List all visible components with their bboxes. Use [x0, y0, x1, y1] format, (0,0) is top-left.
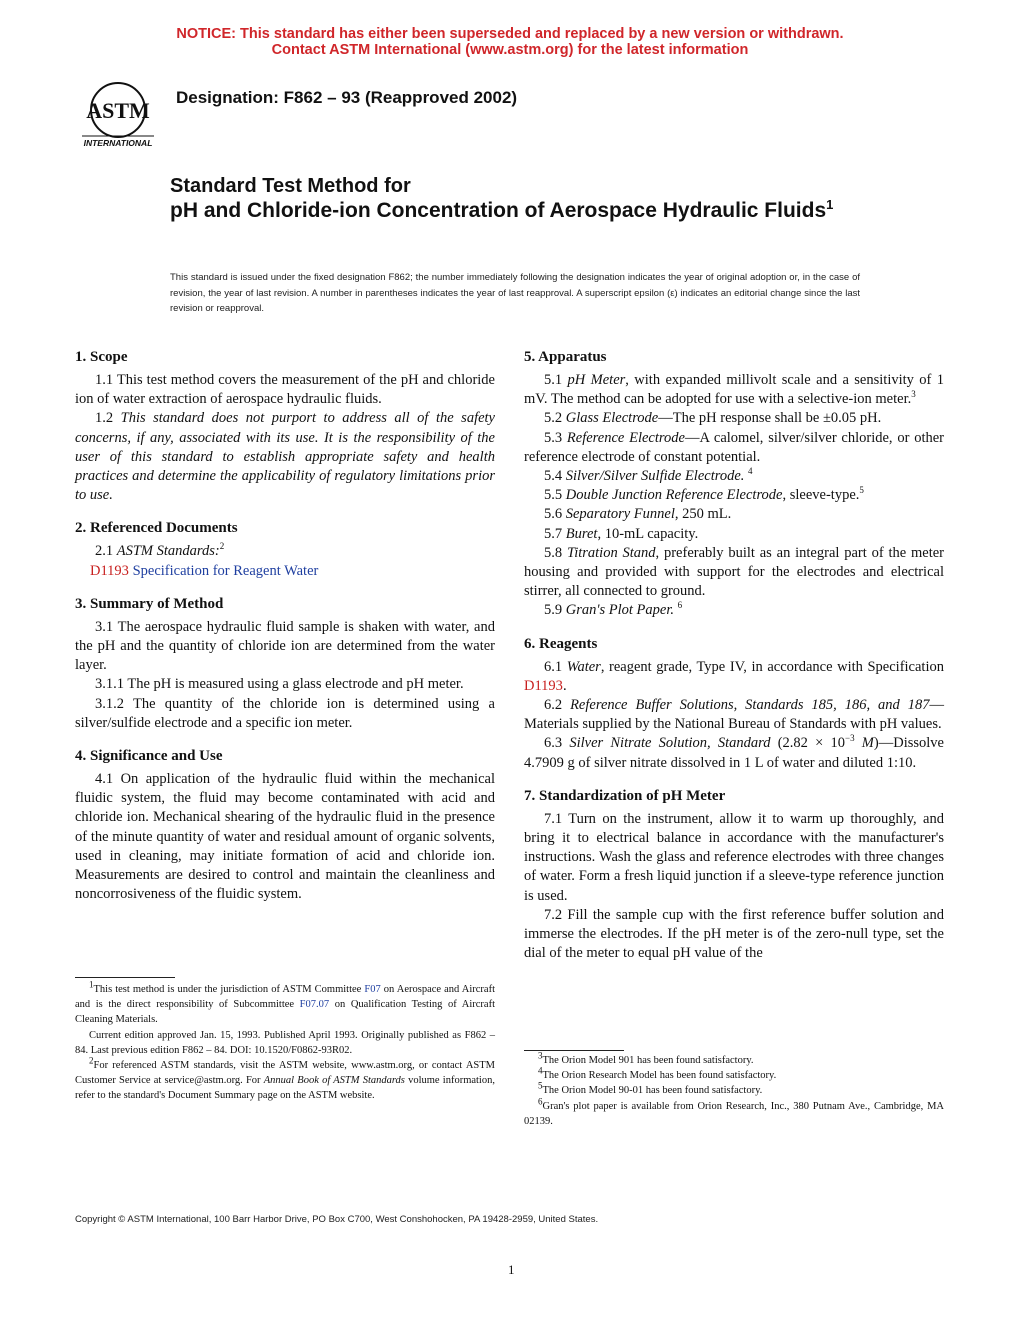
section-scope — [75, 347, 495, 505]
section-standardization — [524, 786, 944, 964]
standardization-p2: 7.2 Fill the sample cup with the first reference buffer solution and immerse the electrodes. If the pH meter is of the zero-null type, set the dial of the meter to equal pH value of the — [524, 906, 944, 962]
page-number: 1 — [508, 1262, 515, 1277]
apparatus-item: 5.7 Buret, 10-mL capacity. — [544, 525, 699, 542]
scope-p2: 1.2 This standard does not purport to address all of the safety concerns, if any, associated with its use. It is the responsibility of the user of this standard to establish appropriate safety and health practices and determine the applicability of regulatory limitations prior to use. — [75, 410, 495, 504]
scope-p1: 1.1 This test method covers the measurement of the pH and chloride ion of water extraction of aerospace hydraulic fluids. — [75, 372, 495, 408]
footnotes-right — [524, 1050, 944, 1129]
significance-heading: 4. Significance and Use — [75, 748, 223, 765]
astm-logo — [74, 76, 162, 150]
summary-p1: 3.1 The aerospace hydraulic fluid sample is shaken with water, and the pH and the quantity of chloride ion are determined from the water layer. — [75, 618, 495, 674]
apparatus-item: 5.4 Silver/Silver Sulfide Electrode. $^4$ — [544, 466, 753, 485]
footnote-3: $^3$The Orion Model 901 has been found satisfactory. — [538, 1050, 754, 1066]
logo-text: ASTM — [86, 98, 150, 123]
issued-note: This standard is issued under the fixed designation F862; the number immediately following the designation indicates the year of original adoption or, in the case of revision, the year of last revision. A number in parentheses indicates the year of last reapproval. A superscript epsilon (ε) indicates an editorial change since the last revision or reapproval. — [170, 272, 860, 314]
logo-subtext: INTERNATIONAL — [83, 138, 153, 148]
designation: Designation: F862 – 93 (Reapproved 2002) — [176, 88, 518, 107]
apparatus-heading: 5. Apparatus — [524, 349, 607, 365]
committee-f07-link[interactable]: F07 — [364, 984, 381, 995]
section-significance — [75, 746, 495, 904]
notice-line-1: NOTICE: This standard has either been superseded and replaced by a new version or withdrawn. — [176, 26, 844, 42]
footnote-4: $^4$The Orion Research Model has been found satisfactory. — [538, 1065, 777, 1082]
significance-p1: 4.1 On application of the hydraulic fluid within the mechanical fluidic system, the fluid may become contaminated with acid and chloride ion. Mechanical shearing of the hydraulic fluid in the presence of the minute quantity of water and residual amount of organic solvents, used in cleaning, may initiate formation of acid and chloride ion. Measurements are desired to control and maintain the cleanliness and noncorrosiveness of the fluidic system. — [75, 771, 495, 903]
footnote-2: $^2$For referenced ASTM standards, visit the ASTM website, www.astm.org, or contact ASTM Customer Service at service@astm.org. For Annual Book of ASTM Standards volume information, refer to the standard's Document Summary page on the ASTM website. — [75, 1055, 495, 1102]
section-reagents — [524, 634, 944, 773]
title-line-1: Standard Test Method for — [170, 175, 411, 197]
ref-d1193-link[interactable]: D1193 — [524, 677, 563, 694]
right-column — [524, 347, 944, 976]
section-apparatus — [524, 347, 944, 621]
notice-line-2: Contact ASTM International (www.astm.org) for the latest information — [271, 42, 749, 58]
ref-title-link[interactable]: Specification for Reagent Water — [132, 562, 319, 579]
footnote-1-edition: Current edition approved Jan. 15, 1993. Published April 1993. Originally published as F862 – 84. Last previous edition F862 – 84. DOI: 10.1520/F0862-93R02. — [75, 1029, 495, 1056]
ref-code-link[interactable]: D1193 — [90, 562, 129, 579]
subcommittee-f0707-link[interactable]: F07.07 — [299, 999, 330, 1011]
summary-p2: 3.1.1 The pH is measured using a glass electrode and pH meter. — [95, 676, 464, 693]
scope-heading: 1. Scope — [75, 349, 128, 365]
ref-d1193[interactable] — [75, 562, 495, 581]
copyright: Copyright © ASTM International, 100 Barr Harbor Drive, PO Box C700, West Conshohocken, PA 19428-2959, United States. — [75, 1214, 599, 1225]
refdocs-heading: 2. Referenced Documents — [75, 520, 238, 537]
reagents-p2: 6.2 Reference Buffer Solutions, Standards 185, 186, and 187—Materials supplied by the National Bureau of Standards with pH values. — [524, 697, 945, 733]
standardization-heading: 7. Standardization of pH Meter — [524, 787, 726, 804]
footnote-5: $^5$The Orion Model 90-01 has been found satisfactory. — [538, 1080, 763, 1097]
apparatus-item: 5.9 Gran's Plot Paper. $^6$ — [544, 600, 683, 619]
left-column — [75, 347, 495, 917]
footnote-6: $^6$Gran's plot paper is available from Orion Research, Inc., 380 Putnam Ave., Cambridge, MA 02139. — [524, 1096, 944, 1127]
title-line-2: pH and Chloride-ion Concentration of Aerospace Hydraulic Fluids$^1$ — [170, 197, 834, 222]
reagents-p1: 6.1 Water, reagent grade, Type IV, in accordance with Specification D1193. — [524, 658, 944, 694]
footnote-1: $^1$This test method is under the jurisdiction of ASTM Committee F07 on Aerospace and Aircraft and is the direct responsibility of Subcommittee F07.07 on Qualification Testing of Aircraft Cleaning Materials. — [75, 979, 495, 1026]
reagents-p3: 6.3 Silver Nitrate Solution, Standard ($2.82 \times 10^{-3}$ M)—Dissolve 4.7909 g of silver nitrate dissolved in 1 L of water and diluted 1:10. — [524, 733, 944, 771]
summary-heading: 3. Summary of Method — [75, 595, 224, 612]
apparatus-item: 5.2 Glass Electrode—The pH response shall be ±0.05 pH. — [544, 410, 882, 427]
apparatus-item: 5.6 Separatory Funnel, 250 mL. — [544, 506, 732, 523]
footnotes-left — [75, 977, 495, 1104]
summary-p3: 3.1.2 The quantity of the chloride ion is determined using a silver/sulfide electrode and a specific ion meter. — [75, 695, 495, 731]
apparatus-item: 5.5 Double Junction Reference Electrode, sleeve-type.$^5$ — [544, 485, 864, 504]
apparatus-item: 5.3 Reference Electrode—A calomel, silver/silver chloride, or other reference electrode of constant potential. — [524, 429, 944, 465]
section-referenced-documents — [75, 518, 495, 580]
reagents-heading: 6. Reagents — [524, 635, 598, 652]
refdocs-p1: 2.1 ASTM Standards:$^2$ — [95, 541, 225, 560]
section-summary — [75, 594, 495, 733]
apparatus-item: 5.1 pH Meter, with expanded millivolt scale and a sensitivity of 1 mV. The method can be adopted for use with a selective-ion meter.$^3$ — [524, 372, 945, 408]
apparatus-item: 5.8 Titration Stand, preferably built as an integral part of the meter housing and provided with support for the electrodes and electrical stirrer, all connected to ground. — [524, 544, 944, 600]
standardization-p1: 7.1 Turn on the instrument, allow it to warm up thoroughly, and bring it to electrical balance in accordance with the manufacturer's instructions. Wash the glass and reference electrodes with three changes of water. Form a fresh liquid junction if a sleeve-type reference junction is used. — [524, 810, 944, 904]
